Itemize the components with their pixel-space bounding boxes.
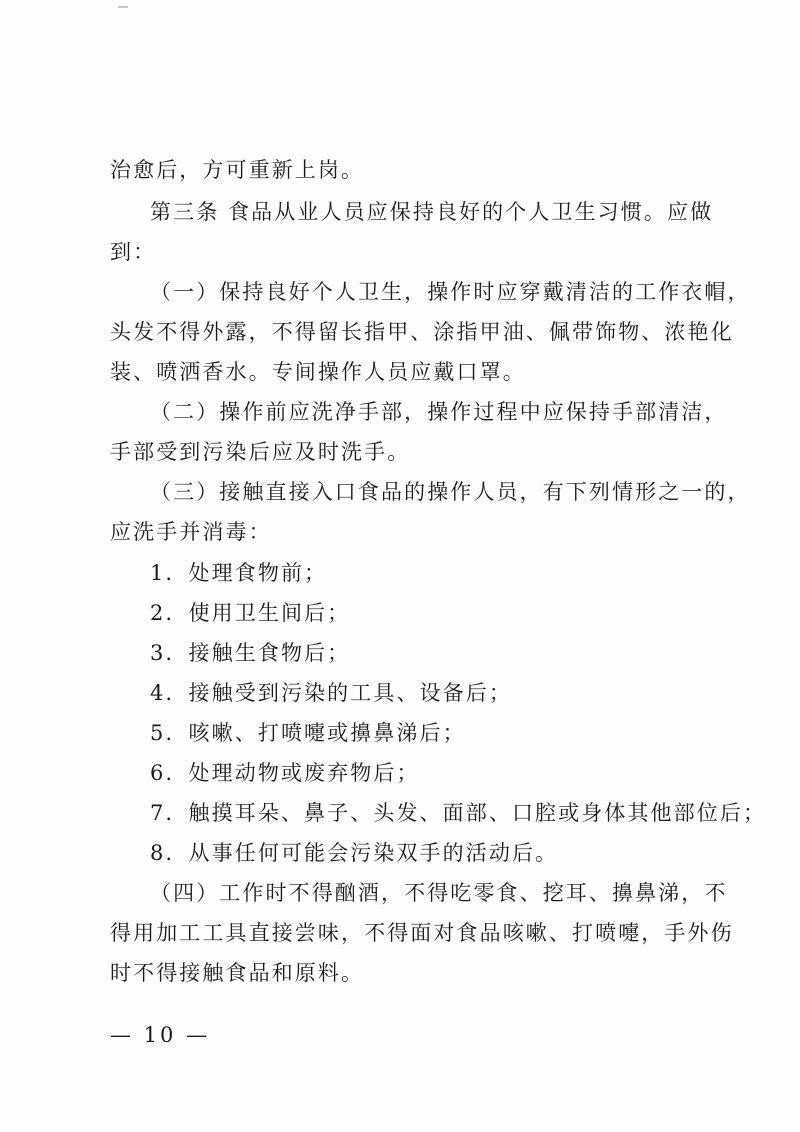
page-number: — 10 — [110,1023,211,1047]
item-line: （一）保持良好个人卫生，操作时应穿戴清洁的工作衣帽， [150,280,751,304]
list-item: 4．接触受到污染的工具、设备后； [150,681,512,705]
text-line: 得用加工工具直接尝味，不得面对食品咳嗽、打喷嚏，手外伤 [110,921,734,945]
item-line: （二）操作前应洗净手部，操作过程中应保持手部清洁， [150,400,728,424]
list-item: 8．从事任何可能会污染双手的活动后。 [150,841,559,865]
text-line: 应洗手并消毒： [110,520,272,544]
scan-mark [118,6,128,8]
text-line: 治愈后，方可重新上岗。 [110,158,365,182]
list-item: 6．处理动物或废弃物后； [150,761,420,785]
list-item: 3．接触生食物后； [150,641,351,665]
text-line: 手部受到污染后应及时洗手。 [110,440,411,464]
item-line: （三）接触直接入口食品的操作人员，有下列情形之一的， [150,480,751,504]
list-item: 5．咳嗽、打喷嚏或擤鼻涕后； [150,721,466,745]
text-line: 装、喷洒香水。专间操作人员应戴口罩。 [110,360,526,384]
text-line: 头发不得外露，不得留长指甲、涂指甲油、佩带饰物、浓艳化 [110,320,734,344]
article-heading-line: 第三条 食品从业人员应保持良好的个人卫生习惯。应做 [150,200,714,224]
list-item: 7．触摸耳朵、鼻子、头发、面部、口腔或身体其他部位后； [150,801,767,825]
item-line: （四）工作时不得酗酒，不得吃零食、挖耳、擤鼻涕，不 [150,881,728,905]
list-item: 1．处理食物前； [150,561,328,585]
text-line: 时不得接触食品和原料。 [110,961,365,985]
list-item: 2．使用卫生间后； [150,601,351,625]
text-line: 到： [110,240,157,264]
